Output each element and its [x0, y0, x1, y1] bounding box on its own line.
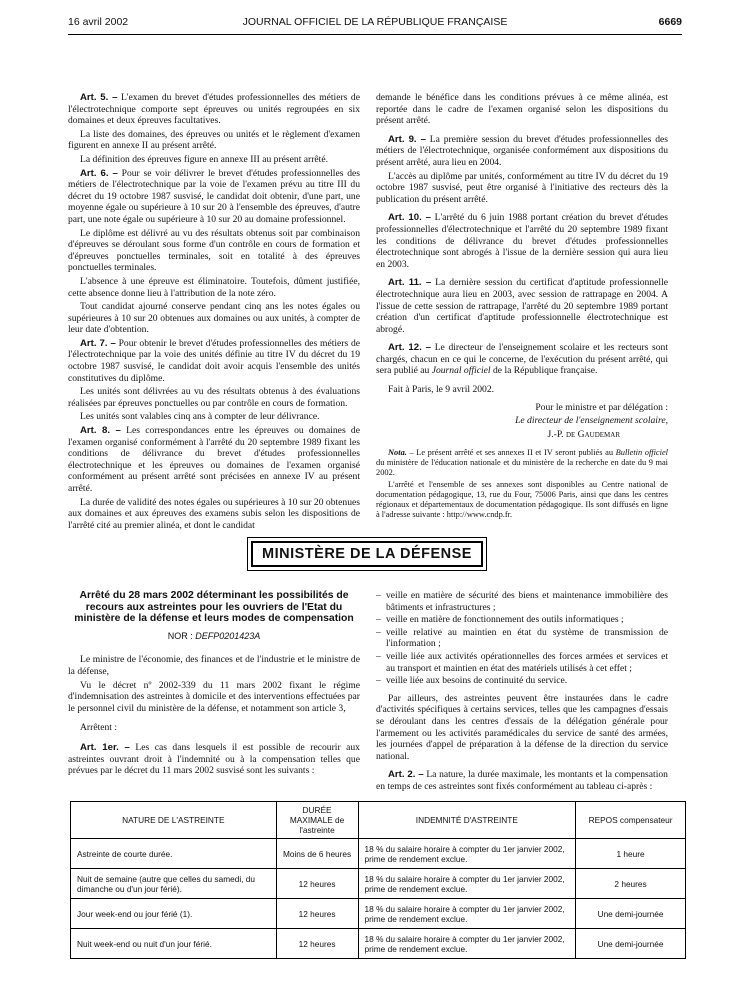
- table-cell: 1 heure: [576, 839, 686, 869]
- article-8: Art. 8. – Les correspondances entre les épreuves ou domaines de l'examen organisé conformément à l'arrêté du 20 septembre 1989 fixant les conditions de délivrance du brevet d'études professionnelles électrotechnique et les épreuves ou domaines de l'examen organisé conformément au présent arrêté sont précisées en annexe IV au présent arrêté.: [68, 425, 360, 494]
- table-cell: Astreinte de courte durée.: [71, 839, 277, 869]
- list-item: – veille liée aux besoins de continuité du service.: [386, 675, 668, 687]
- paragraph: Par ailleurs, des astreintes peuvent être instaurées dans le cadre d'activités spécifiques à certains services, telles que les campagnes d'essais se déroulant dans les centres d'essais de la délégation générale pour l'armement ou les activités paramédicales du service de santé des armées, les journées d'appel de préparation à la défense de la direction du service national.: [376, 692, 668, 762]
- table-row: [71, 839, 686, 869]
- paragraph: La liste des domaines, des épreuves ou unités et le règlement d'examen figurent en annexe II au présent arrêté.: [68, 128, 360, 152]
- paragraph: Le diplôme est délivré au vu des résultats obtenus soit par combinaison d'épreuves se déroulant sous forme d'un contrôle en cours de formation et d'épreuves ponctuelles terminales, soit en totalité à des épreuves ponctuelles terminales.: [68, 227, 360, 274]
- article-10: Art. 10. – L'arrêté du 6 juin 1988 portant création du brevet d'études professionnelles d'électrotechnique et l'arrêté du 20 septembre 1989 fixant les conditions de délivrance du brevet d'études professionnelles électrotechnique sont abrogés à l'issue de la dernière session qui aura lieu en 2003.: [376, 212, 668, 270]
- table-cell: 2 heures: [576, 869, 686, 899]
- table-cell: 12 heures: [276, 869, 358, 899]
- table-row: [71, 869, 686, 899]
- article-6: Art. 6. – Pour se voir délivrer le brevet d'études professionnelles des métiers de l'électrotechnique par la voie de l'examen prévu au titre III du décret du 19 octobre 1987 susvisé, le candidat doit obtenir, d'une part, une moyenne égale ou supérieure à 10 sur 20 à l'ensemble des épreuves, d'autre part, une note égale ou supérieure à 10 sur 20 au domaine professionnel.: [68, 167, 360, 225]
- signature-name: J.-P. de Gaudemar: [547, 428, 620, 440]
- paragraph: Tout candidat ajourné conserve pendant cinq ans les notes égales ou supérieures à 10 sur 20 obtenues aux domaines ou aux unités, à compter de leur date d'obtention.: [68, 301, 360, 336]
- paragraph: demande le bénéfice dans les conditions prévues à ce même alinéa, est reportée dans le cadre de l'examen organisé selon les dispositions du présent arrêté.: [376, 92, 668, 127]
- paragraph: L'accès au diplôme par unités, conformément au titre IV du décret du 19 octobre 1987 susvisé, peut être organisé à l'initiative des recteurs dès la publication du présent arrêté.: [376, 170, 668, 205]
- paragraph: Les unités sont délivrées au vu des résultats obtenus à des évaluations réalisées par épreuves ponctuelles ou par contrôle en cours de formation.: [68, 386, 360, 409]
- decree-right-column: [376, 590, 668, 795]
- nor-reference: NOR : DEFP0201423A: [167, 630, 261, 641]
- table-cell: Nuit de semaine (autre que celles du samedi, du dimanche ou d'un jour férié).: [71, 869, 277, 899]
- table-row: [71, 899, 686, 929]
- table-header-row: [71, 802, 686, 839]
- table-cell: Nuit week-end ou nuit d'un jour férié.: [71, 929, 277, 959]
- page-header: [68, 16, 682, 32]
- paragraph: Vu le décret nº 2002-339 du 11 mars 2002 fixant le régime d'indemnisation des astreintes à domicile et des interventions effectuées par le personnel civil du ministère de la défense, et notamment son article 3,: [68, 679, 360, 714]
- table-cell: Une demi-journée: [576, 929, 686, 959]
- table-cell: 18 % du salaire horaire à compter du 1er janvier 2002, prime de rendement exclue.: [358, 899, 576, 929]
- table-cell: 18 % du salaire horaire à compter du 1er janvier 2002, prime de rendement exclue.: [358, 869, 576, 899]
- header-date: 16 avril 2002: [68, 16, 129, 28]
- article-9: Art. 9. – La première session du brevet d'études professionnelles des métiers de l'électrotechnique, organisée conformément aux dispositions du présent arrêté, aura lieu en 2004.: [376, 133, 668, 168]
- table-cell: 18 % du salaire horaire à compter du 1er janvier 2002, prime de rendement exclue.: [358, 929, 576, 959]
- article-5: Art. 5. – L'examen du brevet d'études professionnelles des métiers de l'électrotechnique comporte sept épreuves ou unités regroupées en six domaines et deux épreuves facultatives.: [68, 92, 360, 127]
- list-item: – veille liée aux activités opérationnelles des forces armées et services et au transport et maintien en état des matériels utilisés à cet effet ;: [386, 651, 668, 674]
- header-rule: [68, 34, 682, 35]
- header-journal-title: JOURNAL OFFICIEL DE LA RÉPUBLIQUE FRANÇAISE: [242, 16, 508, 28]
- paragraph: La durée de validité des notes égales ou supérieures à 10 sur 20 obtenues aux domaines et aux épreuves des examens subis selon les dispositions de l'arrêté cité au premier alinéa, et dont le candidat: [68, 496, 360, 531]
- paragraph: L'absence à une épreuve est éliminatoire. Toutefois, dûment justifiée, cette absence donne lieu à l'attribution de la note zéro.: [68, 275, 360, 299]
- table-cell: 18 % du salaire horaire à compter du 1er janvier 2002, prime de rendement exclue.: [358, 839, 576, 869]
- paragraph: Les unités sont valables cinq ans à compter de leur délivrance.: [80, 411, 320, 423]
- list-item: – veille en matière de sécurité des biens et maintenance immobilière des bâtiments et infrastructures ;: [386, 590, 668, 613]
- column-header: DURÉE MAXIMALE de l'astreinte: [276, 802, 358, 839]
- signature-place-date: Fait à Paris, le 9 avril 2002.: [388, 384, 495, 396]
- signature-line-1: Pour le ministre et par délégation :: [535, 401, 668, 413]
- nota-note: Nota. – Le présent arrêté et ses annexes II et IV seront publiés au Bulletin officiel du ministère de l'éducation nationale et du ministère de la recherche en date du 9 mai 2002.: [376, 448, 669, 478]
- right-column: [376, 92, 668, 522]
- decree-left-column: [68, 590, 360, 779]
- table-cell: 12 heures: [276, 929, 358, 959]
- header-page-number: 6669: [658, 16, 682, 28]
- table-cell: Une demi-journée: [576, 899, 686, 929]
- article-11: Art. 11. – La dernière session du certificat d'aptitude professionnelle électrotechnique aura lieu en 2003, avec session de rattrapage en 2004. A l'issue de cette session de rattrapage, l'arrêté du 20 septembre 1989 portant création d'un certificat d'aptitude professionnelle électrotechnique est abrogé.: [376, 277, 668, 335]
- table-cell: Jour week-end ou jour férié (1).: [71, 899, 277, 929]
- table-cell: 12 heures: [276, 899, 358, 929]
- column-header: REPOS compensateur: [576, 802, 686, 839]
- paragraph: La définition des épreuves figure en annexe III au présent arrêté.: [80, 153, 328, 165]
- ministry-title: MINISTÈRE DE LA DÉFENSE: [251, 541, 483, 567]
- table-cell: Moins de 6 heures: [276, 839, 358, 869]
- decree-title: Arrêté du 28 mars 2002 déterminant les possibilités de recours aux astreintes pour les ouvriers de l'Etat du ministère de la défense et leurs modes de compensation: [74, 590, 354, 625]
- article-1: Art. 1er. – Les cas dans lesquels il est possible de recourir aux astreintes ouvrant droit à l'indemnité ou à la compensation telles que prévues par le décret du 11 mars 2002 susvisé sont les suivants :: [68, 741, 360, 777]
- left-column: [68, 92, 360, 533]
- astreinte-table: [70, 801, 686, 959]
- nota-note-2: L'arrêté et l'ensemble de ses annexes sont disponibles au Centre national de documentation pédagogique, 13, rue du Four, 75006 Paris, ainsi que dans les centres régionaux et départementaux de documentation pédagogique. Ils sont diffusés en ligne à l'adresse suivante : http://www.cndp.fr.: [376, 480, 668, 520]
- signature-line-2: Le directeur de l'enseignement scolaire,: [515, 415, 668, 427]
- article-12: Art. 12. – Le directeur de l'enseignement scolaire et les recteurs sont chargés, chacun en ce qui le concerne, de l'exécution du présent arrêté, qui sera publié au Journal officiel de la République française.: [376, 342, 669, 377]
- column-header: INDEMNITÉ D'ASTREINTE: [358, 802, 576, 839]
- list-item: – veille en matière de fonctionnement des outils informatiques ;: [386, 614, 668, 626]
- article-7: Art. 7. – Pour obtenir le brevet d'études professionnelles des métiers de l'électrotechnique par la voie des unités définie au titre IV du décret du 19 octobre 1987 susvisé, le candidat doit avoir acquis l'ensemble des unités constitutives du diplôme.: [68, 337, 360, 384]
- arretent: Arrêtent :: [80, 722, 118, 734]
- ministry-banner: [247, 537, 487, 571]
- article-2: Art. 2. – La nature, la durée maximale, les montants et la compensation en temps de ces astreintes sont fixés conformément au tableau ci-après :: [376, 769, 668, 792]
- astreinte-cases-list: [376, 590, 668, 687]
- list-item: – veille relative au maintien en état du système de transmission de l'information ;: [386, 627, 668, 650]
- column-header: NATURE DE L'ASTREINTE: [71, 802, 277, 839]
- table-row: [71, 929, 686, 959]
- paragraph: Le ministre de l'économie, des finances et de l'industrie et le ministre de la défense,: [68, 654, 360, 677]
